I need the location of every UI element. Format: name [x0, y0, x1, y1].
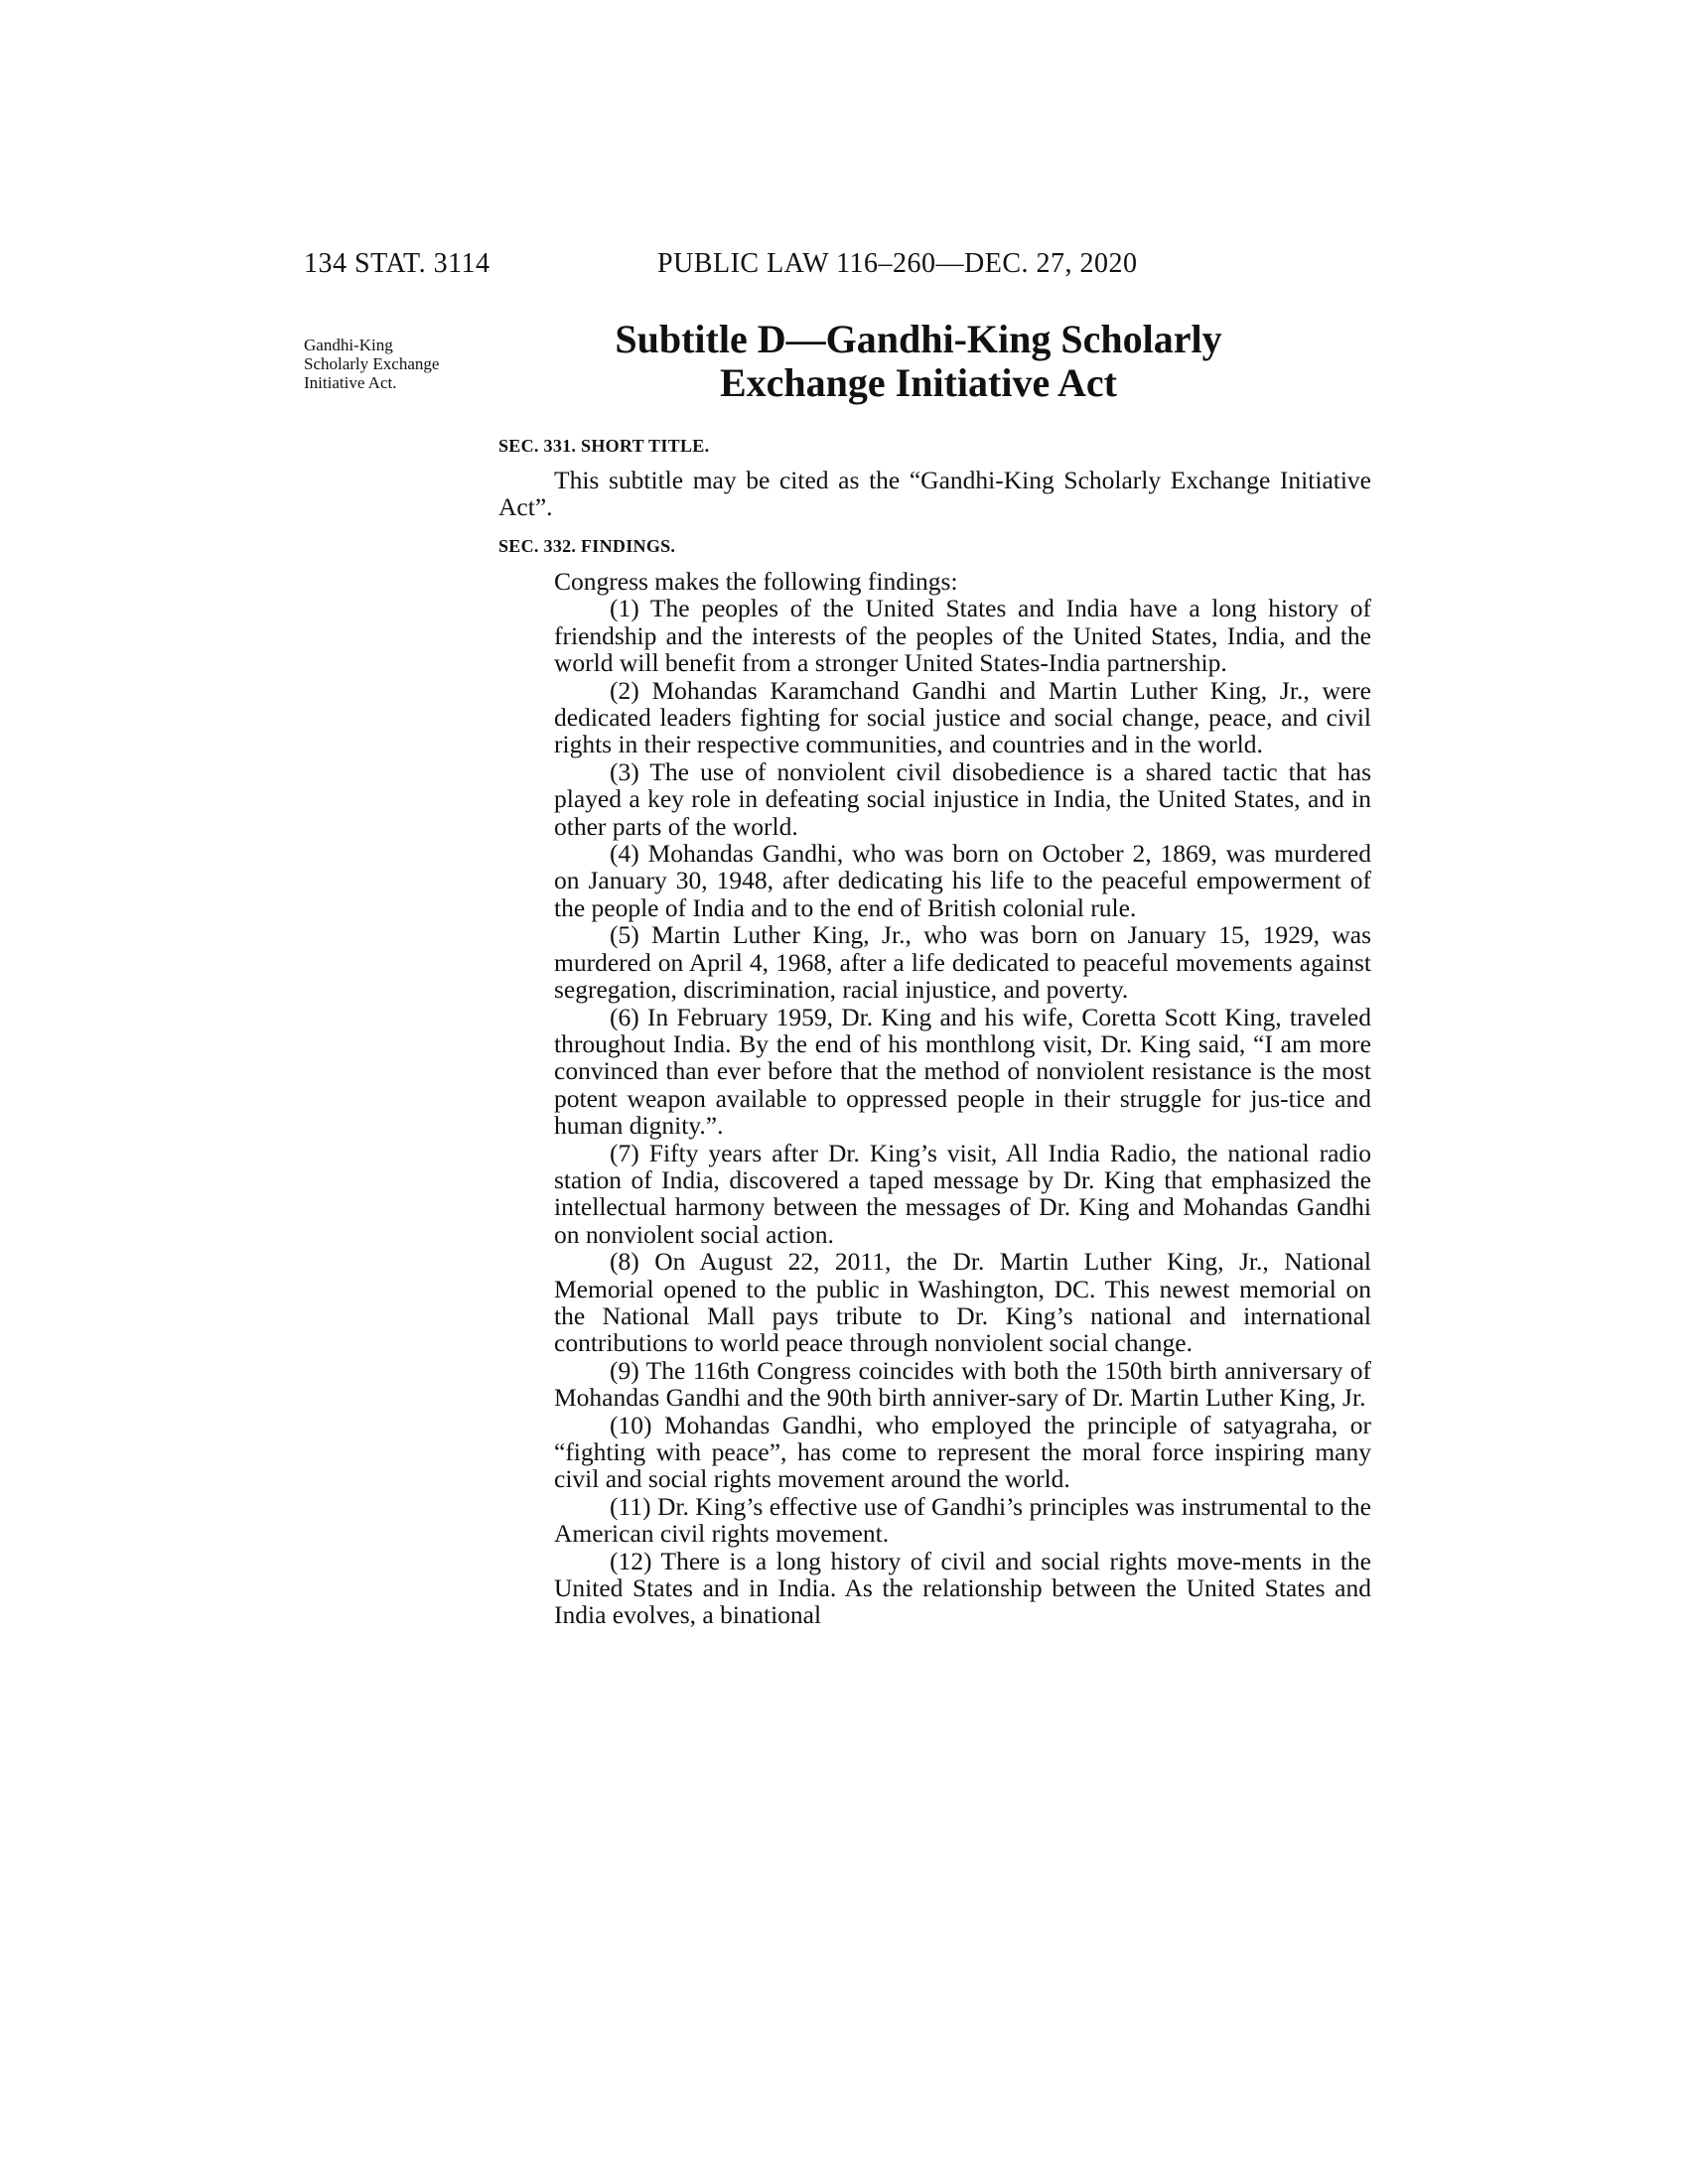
finding-item: (12) There is a long history of civil and social rights move-ments in the United States and in India. As the relationship between the United States and India evolves, a binational	[554, 1546, 1371, 1630]
findings-list	[498, 568, 1371, 1629]
finding-item: (11) Dr. King’s effective use of Gandhi’s principles was instrumental to the American civil rights movement.	[554, 1491, 1371, 1549]
finding-item: (7) Fifty years after Dr. King’s visit, All India Radio, the national radio station of India, discovered a taped message by Dr. King that emphasized the intellectual harmony between the messages of Dr. King and Mohandas Gandhi on nonviolent social action.	[554, 1138, 1371, 1249]
findings-intro: Congress makes the following findings:	[554, 567, 958, 596]
subtitle-heading	[536, 318, 1301, 405]
section-331-heading: SEC. 331. SHORT TITLE.	[498, 436, 710, 456]
finding-item: (10) Mohandas Gandhi, who employed the principle of satyagraha, or “fighting with peace”, has come to represent the moral force inspiring many civil and social rights movement around the world.	[554, 1410, 1371, 1494]
section-332-heading: SEC. 332. FINDINGS.	[498, 536, 676, 556]
finding-item: (2) Mohandas Karamchand Gandhi and Martin Luther King, Jr., were dedicated leaders fighting for social justice and social change, peace, and civil rights in their respective communities, and countries and in the world.	[554, 675, 1371, 759]
finding-item: (4) Mohandas Gandhi, who was born on October 2, 1869, was murdered on January 30, 1948, after dedicating his life to the peaceful empowerment of the people of India and to the end of British colonial rule.	[554, 839, 1371, 922]
stat-reference: 134 STAT. 3114	[304, 248, 491, 279]
subtitle-line-2: Exchange Initiative Act	[720, 360, 1117, 405]
finding-item: (6) In February 1959, Dr. King and his wife, Coretta Scott King, traveled throughout India. By the end of his monthlong visit, Dr. King said, “I am more convinced than ever before that the method of nonviolent resistance is the most potent weapon available to oppressed people in their struggle for jus-tice and human dignity.”.	[554, 1002, 1371, 1141]
short-title-text: This subtitle may be cited as the “Gandhi-King Scholarly Exchange Initiative Act”.	[498, 466, 1371, 522]
findings-items	[498, 595, 1371, 1628]
finding-item: (8) On August 22, 2011, the Dr. Martin Luther King, Jr., National Memorial opened to the public in Washington, DC. This newest memorial on the National Mall pays tribute to Dr. King’s national and international contributions to world peace through nonviolent social change.	[554, 1247, 1371, 1358]
finding-item: (1) The peoples of the United States and India have a long history of friendship and the interests of the peoples of the United States, India, and the world will benefit from a stronger United States-India partnership.	[554, 594, 1371, 678]
public-law-reference: PUBLIC LAW 116–260—DEC. 27, 2020	[657, 248, 1138, 279]
finding-item: (5) Martin Luther King, Jr., who was born on January 15, 1929, was murdered on April 4, 1968, after a life dedicated to peaceful movements against segregation, discrimination, racial injustice, and poverty.	[554, 920, 1371, 1005]
finding-item: (3) The use of nonviolent civil disobedience is a shared tactic that has played a key role in defeating social injustice in India, the United States, and in other parts of the world.	[554, 756, 1371, 841]
margin-note: Gandhi-King Scholarly Exchange Initiative Act.	[304, 336, 440, 392]
subtitle-line-1: Subtitle D—Gandhi-King Scholarly	[615, 317, 1222, 361]
finding-item: (9) The 116th Congress coincides with both the 150th birth anniversary of Mohandas Gandhi and the 90th birth anniver-sary of Dr. Martin Luther King, Jr.	[554, 1355, 1371, 1413]
page-header	[304, 248, 1217, 288]
